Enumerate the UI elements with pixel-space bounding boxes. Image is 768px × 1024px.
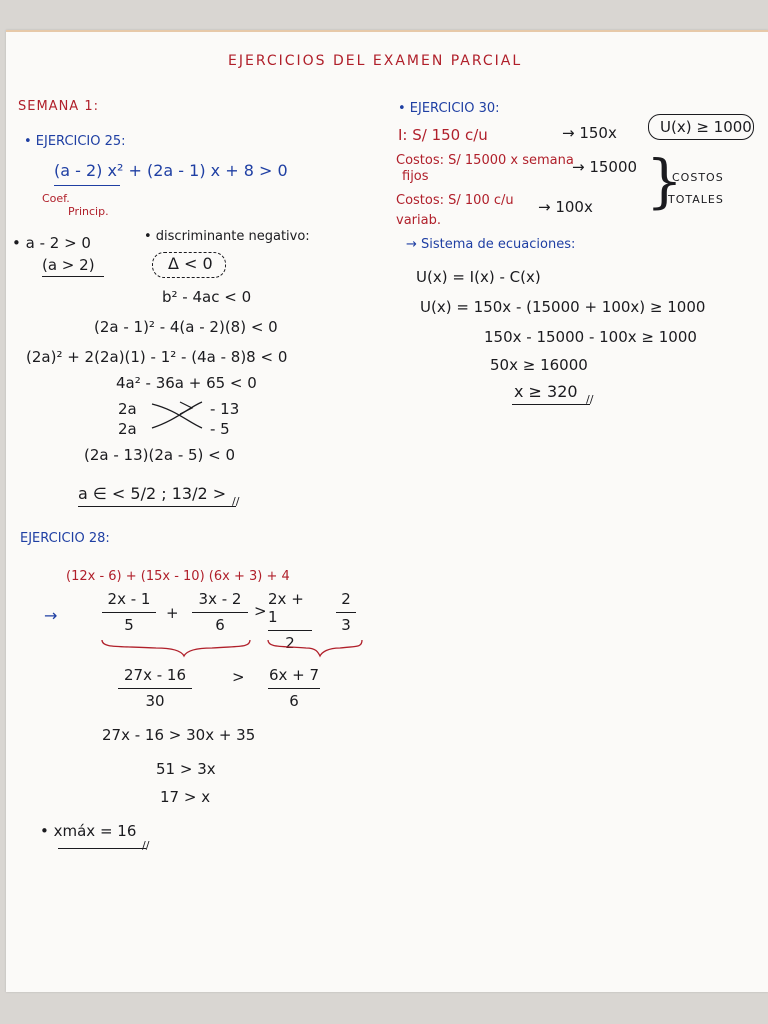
fraction-1-denominator: 5 [124,616,134,634]
ejercicio-25-label: • EJERCICIO 25: [24,134,126,149]
ingreso-arrow: → 150x [562,124,617,142]
result-28-mark: // [142,839,150,852]
fraction-4-numerator: 2 [341,590,351,608]
fraction-6-denominator: 6 [289,692,299,710]
inequality-line-3: 17 > x [160,788,211,806]
ejercicio-28-label: EJERCICIO 28: [20,531,110,546]
fraction-2-denominator: 6 [215,616,225,634]
sistema-ecuaciones-label: → Sistema de ecuaciones: [406,237,576,252]
plus-sign: + [166,604,179,622]
step-1: b² - 4ac < 0 [162,288,252,306]
fraction-3-numerator: 2x + 1 [268,590,304,626]
fraction-6 [268,666,320,710]
condition-result: (a > 2) [42,256,95,274]
step-4: 4a² - 36a + 65 < 0 [116,374,257,392]
answer-25-mark: // [232,495,240,508]
fraction-5 [118,666,192,710]
result-28-underline [58,848,146,849]
fraction-2-numerator: 3x - 2 [198,590,242,608]
costos-totales-line-2: TOTALES [668,193,724,206]
inequality-line-1: 27x - 16 > 30x + 35 [102,726,256,744]
costos-fijos-arrow: → 15000 [572,158,638,176]
fraction-6-numerator: 6x + 7 [268,666,320,684]
utility-condition: U(x) ≥ 1000 [660,118,752,136]
cross-left-bottom: 2a [118,420,137,438]
equation-3: 150x - 15000 - 100x ≥ 1000 [484,328,697,346]
fraction-1-numerator: 2x - 1 [107,590,151,608]
cross-right-top: - 13 [210,400,240,418]
ejercicio-28-multipliers: (12x - 6) + (15x - 10) (6x + 3) + 4 [66,569,290,584]
fraction-5-bar [118,688,192,689]
ejercicio-28-result: • xmáx = 16 [40,822,137,840]
inequality-line-2: 51 > 3x [156,760,216,778]
variab-label: variab. [396,213,441,228]
coef-note: Coef. [42,192,70,205]
total-costs-brace: } [646,147,683,215]
step-3: (2a)² + 2(2a)(1) - 1² - (4a - 8)8 < 0 [26,348,288,366]
step-2: (2a - 1)² - 4(a - 2)(8) < 0 [94,318,278,336]
cross-right-bottom: - 5 [210,420,230,438]
fraction-4-denominator: 3 [341,616,351,634]
answer-30-mark: // [586,393,594,406]
fraction-5-denominator: 30 [145,692,165,710]
condition-leading: • a - 2 > 0 [12,234,91,252]
princip-note: Princip. [68,205,109,218]
discriminant-condition: Δ < 0 [168,254,213,273]
fraction-3-denominator: 2 [285,634,295,652]
ejercicio-30-answer: x ≥ 320 [514,382,578,401]
answer-30-underline [512,404,590,405]
notebook-page [6,30,768,992]
equation-1: U(x) = I(x) - C(x) [416,268,541,286]
greater-than-sign: > [254,602,267,620]
ejercicio-25-answer: a ∈ < 5/2 ; 13/2 > [78,484,227,503]
ingreso-label: I: S/ 150 c/u [398,126,488,144]
equation-4: 50x ≥ 16000 [490,356,588,374]
fijos-label: fijos [402,169,429,184]
costos-variables-label: Costos: S/ 100 c/u [396,193,514,208]
costos-variables-arrow: → 100x [538,198,593,216]
page-title: EJERCICIOS DEL EXAMEN PARCIAL [228,53,523,69]
ejercicio-25-equation: (a - 2) x² + (2a - 1) x + 8 > 0 [54,161,288,180]
equation-2: U(x) = 150x - (15000 + 100x) ≥ 1000 [420,298,706,316]
fraction-5-numerator: 27x - 16 [124,666,186,684]
fraction-6-bar [268,688,320,689]
factored-form: (2a - 13)(2a - 5) < 0 [84,446,236,464]
discriminant-label: • discriminante negativo: [144,229,310,244]
greater-than-sign-2: > [232,668,245,686]
ejercicio-28-arrow: → [44,606,58,625]
cross-left-top: 2a [118,400,137,418]
costos-totales-line-1: COSTOS [672,171,724,184]
ejercicio-30-label: • EJERCICIO 30: [398,101,500,116]
semana-heading: SEMANA 1: [18,99,99,114]
costos-fijos-label: Costos: S/ 15000 x semana [396,153,574,168]
